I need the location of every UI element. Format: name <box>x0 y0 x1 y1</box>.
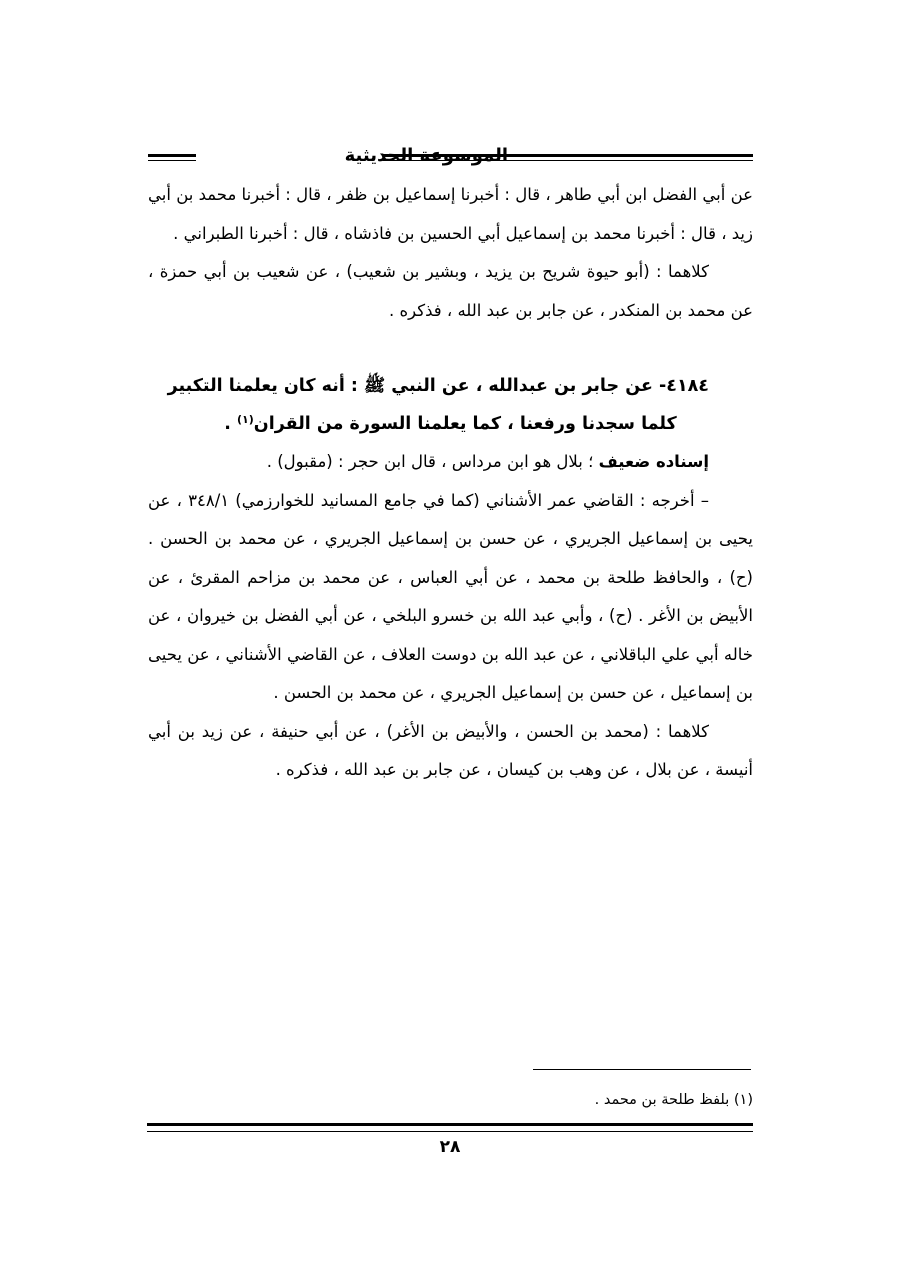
page-number: ٢٨ <box>439 1137 461 1157</box>
isnad-label: إسناده ضعيف <box>598 452 709 471</box>
paragraph-chain-2: كلاهما : (أبو حيوة شريح بن يزيد ، وبشير بن شعيب) ، عن شعيب بن أبي حمزة ، عن محمد بن المنكدر ، عن جابر بن عبد الله ، فذكره . <box>148 262 753 320</box>
footnote-separator <box>533 1069 751 1070</box>
paragraph-chain-1: عن أبي الفضل ابن أبي طاهر ، قال : أخبرنا إسماعيل بن ظفر ، قال : أخبرنا محمد بن أبي زيد ، قال : أخبرنا محمد بن إسماعيل أبي الحسين بن فاذشاه ، قال : أخبرنا الطبراني . <box>148 185 753 243</box>
footer-rule <box>147 1123 753 1132</box>
takhrij-paragraph: – أخرجه : القاضي عمر الأشناني (كما في جامع المسانيد للخوارزمي) ٣٤٨/١ ، عن يحيى بن إسماعيل الجريري ، عن حسن بن إسماعيل الجريري ، عن محمد بن الحسن . (ح) ، والحافظ طلحة بن محمد ، عن أبي العباس ، عن محمد بن مزاحم المقرئ ، عن الأبيض بن الأغر . (ح) ، وأبي عبد الله بن خسرو البلخي ، عن أبي الفضل بن خيروان ، عن خاله أبي علي الباقلاني ، عن عبد الله بن دوست العلاف ، عن القاضي الأشناني ، عن يحيى بن إسماعيل ، عن حسن بن إسماعيل الجريري ، عن محمد بن الحسن . <box>148 490 753 702</box>
header-title: الموسوعة الحديثية <box>344 145 508 166</box>
running-header <box>148 144 753 170</box>
paragraph-chain-3: كلاهما : (محمد بن الحسن ، والأبيض بن الأغر) ، عن أبي حنيفة ، عن زيد بن أبي أنيسة ، عن بلال ، عن وهب بن كيسان ، عن جابر بن عبد الله ، فذكره . <box>148 721 753 779</box>
isnad-grading <box>148 443 753 482</box>
footnote-reference: (١) <box>237 413 254 426</box>
page-body <box>148 176 753 790</box>
hadith-text-end: . <box>224 414 238 434</box>
footnote: (١) بلفظ طلحة بن محمد . <box>594 1092 753 1108</box>
hadith-text-line1: ٤١٨٤- عن جابر بن عبدالله ، عن النبي ﷺ : أنه كان يعلمنا التكبير <box>167 376 709 396</box>
hadith-text-line2 <box>148 405 753 443</box>
hadith-text-line2-content: كلما سجدنا ورفعنا ، كما يعلمنا السورة من القران <box>253 414 677 434</box>
header-rule-left <box>148 154 196 161</box>
isnad-note: ؛ بلال هو ابن مرداس ، قال ابن حجر : (مقبول) . <box>266 452 599 471</box>
